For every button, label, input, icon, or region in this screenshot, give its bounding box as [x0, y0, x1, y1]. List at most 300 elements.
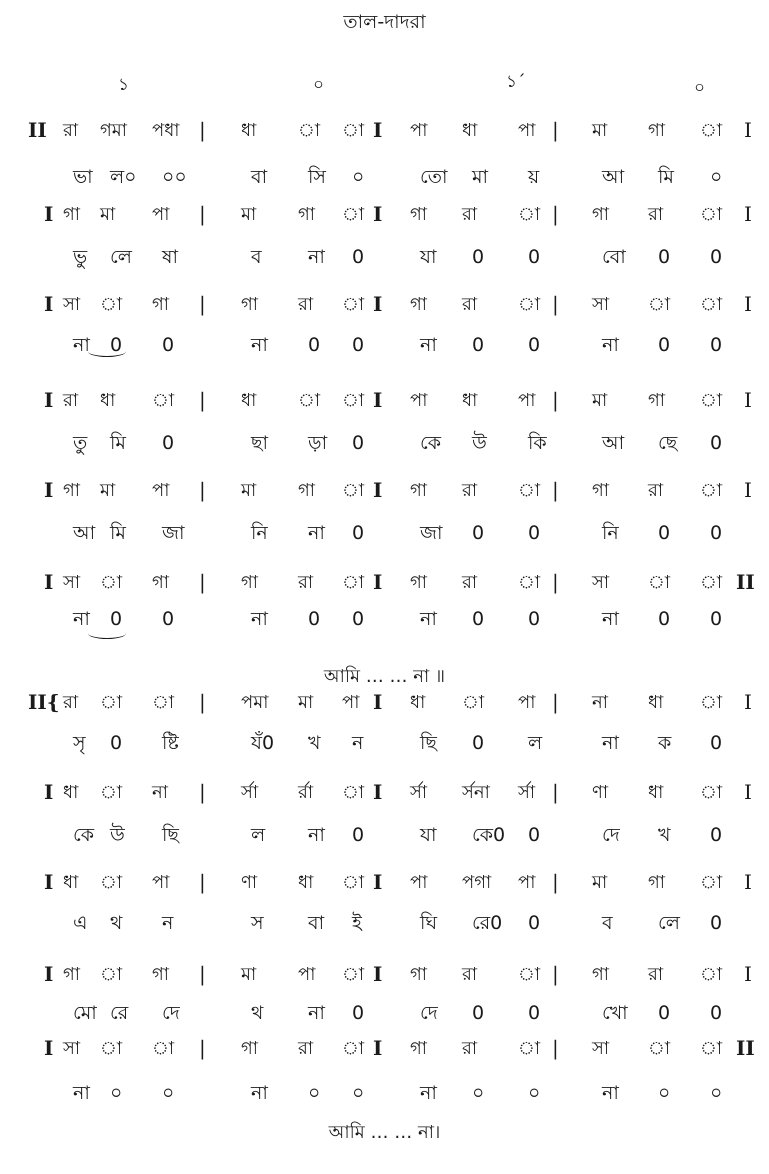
barline: |: [199, 118, 206, 142]
swara-note: রা: [648, 964, 664, 985]
barline: |: [552, 690, 559, 714]
start-barline: I: [44, 570, 54, 594]
lyric-syllable: 0: [472, 608, 485, 630]
lyric-syllable: নি: [251, 522, 268, 544]
lyric-syllable: ই: [352, 912, 362, 934]
swara-note: া: [152, 1038, 175, 1059]
lyric-syllable: রে0: [472, 912, 503, 934]
lyric-syllable: না: [251, 334, 268, 356]
lyric-syllable: না: [308, 246, 325, 268]
swara-note: রা: [462, 1038, 478, 1059]
lyric-syllable: না: [420, 608, 437, 630]
swara-note: গা: [410, 204, 428, 225]
refrain-line: আমি … … না।: [328, 1122, 441, 1143]
swara-note: গা: [592, 964, 610, 985]
swara-note: না: [592, 692, 608, 713]
end-barline: I: [744, 202, 752, 226]
slur-mark: [88, 628, 126, 639]
swara-note: পা: [518, 120, 536, 141]
swara-note: গা: [63, 480, 81, 501]
lyric-syllable: কে0: [472, 824, 506, 846]
swara-note: সা: [63, 572, 81, 593]
swara-note: গা: [63, 204, 81, 225]
swara-note: া: [342, 572, 365, 593]
lyric-syllable: যা: [420, 246, 437, 268]
lyric-syllable: ভু: [73, 246, 88, 268]
lyric-syllable: ব: [602, 912, 613, 934]
lyric-syllable: ল: [528, 732, 543, 754]
lyric-syllable: আ: [602, 432, 625, 454]
lyric-syllable: 0: [528, 334, 541, 356]
lyric-syllable: না: [308, 522, 325, 544]
lyric-syllable: ল০: [110, 166, 137, 188]
swara-note: গমা: [100, 120, 128, 141]
swara-note: া: [342, 1038, 365, 1059]
swara-note: গা: [648, 872, 666, 893]
swara-note: মা: [592, 120, 608, 141]
end-barline: I: [744, 388, 752, 412]
swara-note: গা: [241, 572, 259, 593]
swara-note: া: [152, 692, 175, 713]
lyric-syllable: খো: [602, 1002, 628, 1024]
swara-note: মা: [241, 480, 257, 501]
lyric-syllable: দে: [602, 824, 620, 846]
barline: I: [373, 870, 383, 894]
lyric-syllable: 0: [710, 1002, 723, 1024]
swara-note: রা: [63, 120, 79, 141]
end-barline: I: [744, 870, 752, 894]
lyric-syllable: 0: [710, 432, 723, 454]
lyric-syllable: 0: [472, 732, 485, 754]
swara-note: গা: [241, 294, 259, 315]
swara-note: পা: [342, 692, 360, 713]
swara-note: া: [518, 964, 541, 985]
lyric-syllable: ছে: [658, 432, 678, 454]
barline: I: [373, 478, 383, 502]
lyric-syllable: না: [251, 608, 268, 630]
lyric-syllable: কে: [73, 824, 95, 846]
start-barline: I: [44, 780, 54, 804]
end-barline: I: [744, 478, 752, 502]
swara-note: পা: [410, 872, 428, 893]
lyric-syllable: না: [73, 608, 90, 630]
lyric-syllable: ছি: [420, 732, 437, 754]
lyric-syllable: 0: [352, 432, 365, 454]
lyric-syllable: মি: [658, 166, 674, 188]
lyric-syllable: খ: [308, 732, 321, 754]
lyric-syllable: তু: [73, 432, 88, 454]
lyric-syllable: ০: [472, 1082, 485, 1104]
swara-note: সা: [592, 294, 610, 315]
lyric-syllable: না: [308, 1002, 325, 1024]
lyric-syllable: ০০: [162, 166, 187, 188]
lyric-syllable: ক: [658, 732, 672, 754]
lyric-syllable: 0: [528, 824, 541, 846]
swara-note: রা: [298, 572, 314, 593]
lyric-syllable: 0: [472, 1002, 485, 1024]
swara-note: ধা: [648, 782, 664, 803]
lyric-syllable: বা: [251, 166, 268, 188]
swara-note: রা: [462, 572, 478, 593]
lyric-syllable: না: [251, 1082, 268, 1104]
lyric-syllable: নি: [602, 522, 619, 544]
lyric-syllable: ০: [352, 166, 365, 188]
swara-note: া: [342, 294, 365, 315]
lyric-syllable: 0: [710, 732, 723, 754]
lyric-syllable: না: [73, 1082, 90, 1104]
lyric-syllable: মি: [110, 522, 126, 544]
swara-note: রা: [462, 480, 478, 501]
barline: |: [552, 962, 559, 986]
lyric-syllable: 0: [658, 334, 671, 356]
swara-note: া: [518, 1038, 541, 1059]
barline: |: [552, 570, 559, 594]
swara-note: গা: [298, 480, 316, 501]
swara-note: সা: [63, 1038, 81, 1059]
tala-marker: ০: [694, 78, 706, 98]
lyric-syllable: 0: [162, 432, 175, 454]
swara-note: সা: [592, 572, 610, 593]
swara-note: া: [648, 1038, 671, 1059]
swara-note: া: [342, 204, 365, 225]
lyric-syllable: 0: [710, 246, 723, 268]
lyric-syllable: না: [308, 824, 325, 846]
lyric-syllable: 0: [710, 824, 723, 846]
swara-note: রা: [462, 964, 478, 985]
swara-note: মা: [298, 692, 314, 713]
lyric-syllable: 0: [352, 608, 365, 630]
swara-note: সা: [592, 1038, 610, 1059]
tala-marker: ১´: [506, 72, 526, 92]
swara-note: র্সা: [518, 782, 536, 803]
lyric-syllable: 0: [710, 912, 723, 934]
lyric-syllable: 0: [472, 522, 485, 544]
swara-note: া: [700, 1038, 723, 1059]
lyric-syllable: না: [602, 608, 619, 630]
swara-note: া: [100, 782, 123, 803]
slur-mark: [88, 346, 126, 357]
swara-note: মা: [592, 390, 608, 411]
lyric-syllable: ষ্টি: [162, 732, 179, 754]
barline: |: [552, 478, 559, 502]
lyric-syllable: বা: [308, 912, 325, 934]
lyric-syllable: মা: [472, 166, 489, 188]
swara-note: রা: [63, 692, 79, 713]
swara-note: মা: [241, 964, 257, 985]
end-barline: II: [736, 1036, 755, 1060]
swara-note: গা: [152, 294, 170, 315]
swara-note: পা: [152, 480, 170, 501]
lyric-syllable: থ: [110, 912, 123, 934]
lyric-syllable: মো: [73, 1002, 97, 1024]
end-barline: I: [744, 962, 752, 986]
lyric-syllable: 0: [352, 522, 365, 544]
swara-note: পা: [518, 390, 536, 411]
swara-note: া: [700, 120, 723, 141]
barline: I: [373, 388, 383, 412]
lyric-syllable: য়: [528, 166, 540, 188]
lyric-syllable: ষা: [162, 246, 178, 268]
lyric-syllable: দে: [162, 1002, 180, 1024]
lyric-syllable: ০: [658, 1082, 671, 1104]
swara-note: ধা: [100, 390, 116, 411]
swara-note: া: [152, 390, 175, 411]
lyric-syllable: ০: [710, 1082, 723, 1104]
swara-note: পমা: [241, 692, 269, 713]
swara-note: া: [100, 572, 123, 593]
swara-note: রা: [648, 480, 664, 501]
swara-note: গা: [152, 964, 170, 985]
lyric-syllable: ০: [352, 1082, 365, 1104]
swara-note: া: [648, 572, 671, 593]
lyric-syllable: না: [420, 1082, 437, 1104]
swara-note: ধা: [298, 872, 314, 893]
lyric-syllable: স: [251, 912, 264, 934]
lyric-syllable: ০: [162, 1082, 175, 1104]
barline: |: [199, 962, 206, 986]
start-barline: I: [44, 292, 54, 316]
swara-note: পা: [410, 120, 428, 141]
swara-note: রা: [648, 204, 664, 225]
swara-note: পা: [152, 872, 170, 893]
lyric-syllable: 0: [710, 522, 723, 544]
barline: I: [373, 202, 383, 226]
lyric-syllable: 0: [162, 334, 175, 356]
barline: I: [373, 570, 383, 594]
barline: |: [552, 292, 559, 316]
tala-title: তাল-দাদরা: [343, 11, 426, 33]
swara-note: া: [298, 390, 321, 411]
barline: |: [199, 388, 206, 412]
barline: |: [199, 570, 206, 594]
refrain-line: আমি … … না ॥: [323, 666, 446, 687]
end-barline: I: [744, 780, 752, 804]
swara-note: গা: [241, 1038, 259, 1059]
swara-note: গা: [410, 480, 428, 501]
lyric-syllable: 0: [308, 334, 321, 356]
swara-note: পগা: [462, 872, 492, 893]
swara-note: ধা: [241, 390, 257, 411]
barline: |: [552, 780, 559, 804]
swara-note: ধা: [63, 782, 79, 803]
lyric-syllable: যা: [420, 824, 437, 846]
lyric-syllable: জা: [162, 522, 185, 544]
swara-note: পা: [152, 204, 170, 225]
lyric-syllable: ন: [352, 732, 364, 754]
lyric-syllable: 0: [528, 1002, 541, 1024]
lyric-syllable: 0: [528, 608, 541, 630]
lyric-syllable: না: [602, 334, 619, 356]
swara-note: গা: [410, 294, 428, 315]
lyric-syllable: লে: [658, 912, 680, 934]
swara-note: া: [700, 782, 723, 803]
lyric-syllable: খ: [658, 824, 671, 846]
end-barline: I: [744, 690, 752, 714]
swara-note: রা: [462, 294, 478, 315]
swara-note: া: [518, 294, 541, 315]
lyric-syllable: 0: [472, 246, 485, 268]
lyric-syllable: 0: [658, 1002, 671, 1024]
swara-note: া: [648, 294, 671, 315]
lyric-syllable: 0: [352, 1002, 365, 1024]
swara-note: র্সনা: [462, 782, 490, 803]
barline: I: [373, 292, 383, 316]
lyric-syllable: বো: [602, 246, 626, 268]
swara-note: গা: [410, 964, 428, 985]
swara-note: া: [700, 480, 723, 501]
swara-note: পা: [518, 692, 536, 713]
start-barline: I: [44, 962, 54, 986]
start-barline: I: [44, 1036, 54, 1060]
lyric-syllable: ০: [308, 1082, 321, 1104]
swara-note: া: [518, 204, 541, 225]
swara-note: মা: [100, 480, 116, 501]
lyric-syllable: সি: [308, 166, 326, 188]
swara-note: রা: [298, 294, 314, 315]
lyric-syllable: 0: [308, 608, 321, 630]
swara-note: পা: [298, 964, 316, 985]
swara-note: া: [700, 872, 723, 893]
lyric-syllable: উ: [472, 432, 487, 454]
barline: |: [552, 202, 559, 226]
swara-note: গা: [410, 1038, 428, 1059]
lyric-syllable: না: [420, 334, 437, 356]
lyric-syllable: উ: [110, 824, 125, 846]
swara-note: া: [100, 872, 123, 893]
swara-note: া: [100, 1038, 123, 1059]
swara-note: মা: [100, 204, 116, 225]
lyric-syllable: থ: [251, 1002, 264, 1024]
swara-note: গা: [298, 204, 316, 225]
barline: I: [373, 780, 383, 804]
lyric-syllable: 0: [658, 522, 671, 544]
swara-note: া: [700, 692, 723, 713]
swara-note: গা: [648, 390, 666, 411]
swara-note: া: [100, 692, 123, 713]
lyric-syllable: 0: [352, 334, 365, 356]
swara-note: পধা: [152, 120, 180, 141]
barline: I: [373, 1036, 383, 1060]
swara-note: ধা: [241, 120, 257, 141]
lyric-syllable: 0: [658, 608, 671, 630]
start-barline: II{: [28, 690, 60, 714]
lyric-syllable: কে: [420, 432, 442, 454]
swara-note: া: [298, 120, 321, 141]
lyric-syllable: 0: [110, 732, 123, 754]
lyric-syllable: ড়া: [308, 432, 328, 454]
lyric-syllable: 0: [710, 608, 723, 630]
swara-note: া: [518, 480, 541, 501]
swara-note: া: [100, 294, 123, 315]
swara-note: া: [462, 692, 485, 713]
swara-note: র্সা: [241, 782, 259, 803]
swara-note: া: [700, 964, 723, 985]
swara-note: ধা: [462, 390, 478, 411]
swara-note: া: [342, 390, 365, 411]
swara-note: া: [342, 964, 365, 985]
start-barline: I: [44, 478, 54, 502]
swara-note: া: [342, 480, 365, 501]
barline: |: [199, 202, 206, 226]
swara-note: গা: [63, 964, 81, 985]
swara-note: মা: [592, 872, 608, 893]
swara-note: ধা: [648, 692, 664, 713]
swara-note: গা: [592, 480, 610, 501]
swara-note: রা: [298, 1038, 314, 1059]
swara-note: না: [152, 782, 168, 803]
lyric-syllable: জা: [420, 522, 443, 544]
lyric-syllable: ছি: [162, 824, 179, 846]
swara-note: রা: [462, 204, 478, 225]
swara-note: া: [700, 204, 723, 225]
barline: I: [373, 118, 383, 142]
lyric-syllable: 0: [528, 522, 541, 544]
barline: |: [199, 780, 206, 804]
lyric-syllable: তো: [420, 166, 448, 188]
lyric-syllable: না: [73, 334, 90, 356]
lyric-syllable: কি: [528, 432, 547, 454]
tala-marker: ০: [313, 75, 325, 95]
lyric-syllable: 0: [162, 608, 175, 630]
lyric-syllable: ন: [162, 912, 174, 934]
lyric-syllable: 0: [528, 246, 541, 268]
swara-note: া: [342, 120, 365, 141]
lyric-syllable: যঁ0: [251, 732, 275, 754]
swara-note: া: [100, 964, 123, 985]
lyric-syllable: ০: [110, 1082, 123, 1104]
swara-note: মা: [241, 204, 257, 225]
barline: |: [552, 118, 559, 142]
swara-note: ণা: [592, 782, 609, 803]
barline: I: [373, 690, 383, 714]
swara-note: ধা: [462, 120, 478, 141]
lyric-syllable: 0: [110, 608, 123, 630]
tala-marker: ১: [118, 75, 130, 95]
swara-note: সা: [63, 294, 81, 315]
lyric-syllable: 0: [110, 334, 123, 356]
lyric-syllable: ব: [251, 246, 262, 268]
swara-note: া: [342, 872, 365, 893]
swara-note: া: [700, 572, 723, 593]
lyric-syllable: রে: [110, 1002, 129, 1024]
swara-note: া: [700, 390, 723, 411]
end-barline: II: [736, 570, 755, 594]
swara-note: পা: [410, 390, 428, 411]
swara-note: র্রা: [298, 782, 314, 803]
barline: |: [199, 690, 206, 714]
swara-note: া: [342, 782, 365, 803]
end-barline: I: [744, 118, 752, 142]
barline: |: [552, 388, 559, 412]
swara-note: গা: [648, 120, 666, 141]
swara-note: গা: [410, 572, 428, 593]
barline: I: [373, 962, 383, 986]
swara-note: র্সা: [410, 782, 428, 803]
lyric-syllable: 0: [472, 334, 485, 356]
lyric-syllable: 0: [710, 334, 723, 356]
lyric-syllable: 0: [658, 246, 671, 268]
swara-note: গা: [592, 204, 610, 225]
lyric-syllable: দে: [420, 1002, 438, 1024]
barline: |: [199, 478, 206, 502]
lyric-syllable: ০: [528, 1082, 541, 1104]
barline: |: [552, 1036, 559, 1060]
swara-note: ধা: [63, 872, 79, 893]
barline: |: [199, 870, 206, 894]
lyric-syllable: না: [602, 732, 619, 754]
lyric-syllable: না: [602, 1082, 619, 1104]
lyric-syllable: ভা: [73, 166, 93, 188]
